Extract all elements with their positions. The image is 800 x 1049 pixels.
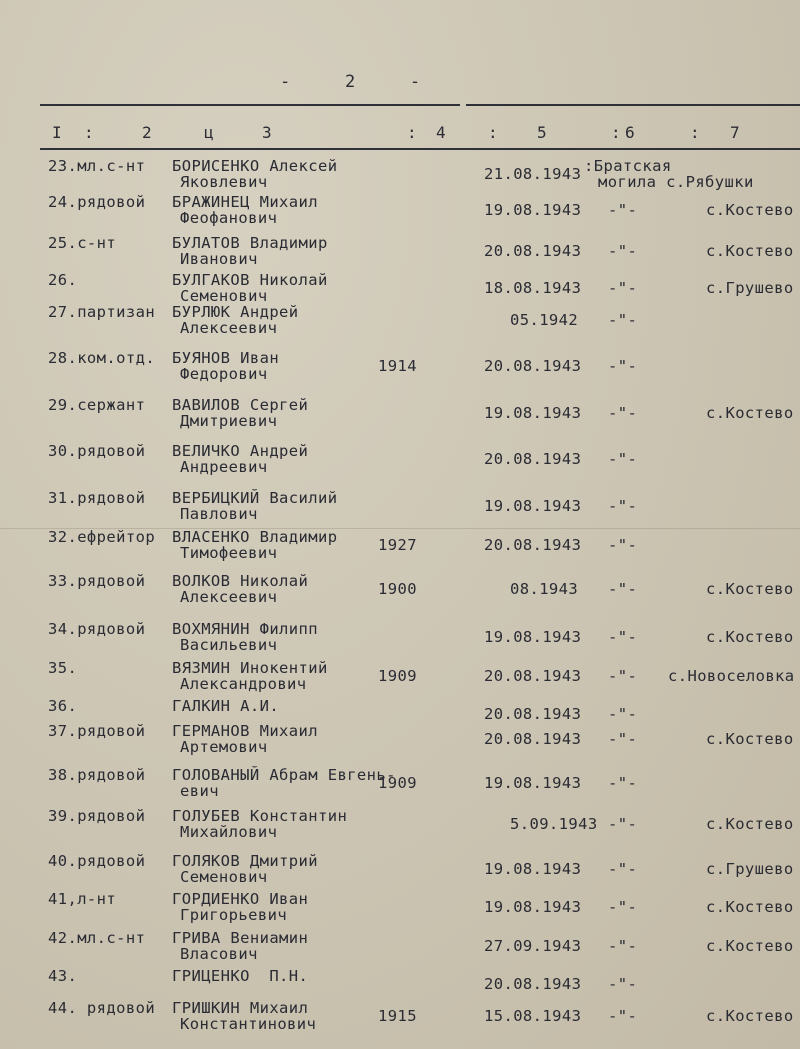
column-separator: ц xyxy=(204,123,214,142)
entry-patronymic: Андреевич xyxy=(180,458,268,476)
entry-village: с.Костево xyxy=(706,242,794,260)
entry-number-rank: 28.ком.отд. xyxy=(48,349,156,367)
entry-patronymic: Григорьевич xyxy=(180,906,288,924)
entry-burial-ditto: -"- xyxy=(608,279,638,297)
entry-burial-ditto: -"- xyxy=(608,815,638,833)
entry-patronymic: Феофанович xyxy=(180,209,278,227)
entry-village: с.Грушево xyxy=(706,860,794,878)
entry-surname-name: ГОЛОВАНЫЙ Абрам Евгень- xyxy=(172,766,396,784)
entry-burial-ditto: -"- xyxy=(608,898,638,916)
entry-surname-name: ВЕРБИЦКИЙ Василий xyxy=(172,489,338,507)
entry-patronymic: Дмитриевич xyxy=(180,412,278,430)
entry-death-date: 08.1943 xyxy=(510,580,579,598)
entry-surname-name: ВОХМЯНИН Филипп xyxy=(172,620,318,638)
entry-village: с.Новоселовка xyxy=(668,667,795,685)
entry-burial-ditto: -"- xyxy=(608,774,638,792)
entry-number-rank: 26. xyxy=(48,271,78,289)
entry-number-rank: 41,л-нт xyxy=(48,890,117,908)
column-header-2: 2 xyxy=(142,123,152,142)
entry-burial-ditto: -"- xyxy=(608,1007,638,1025)
entry-burial-ditto: -"- xyxy=(608,937,638,955)
entry-number-rank: 34.рядовой xyxy=(48,620,146,638)
column-separator: : xyxy=(407,123,417,142)
entry-birth-year: 1900 xyxy=(378,580,417,598)
entry-patronymic: евич xyxy=(180,782,219,800)
entry-village: с.Костево xyxy=(706,404,794,422)
entry-surname-name: ГОЛЯКОВ Дмитрий xyxy=(172,852,318,870)
entry-birth-year: 1914 xyxy=(378,357,417,375)
entry-surname-name: БУРЛЮК Андрей xyxy=(172,303,299,321)
entry-number-rank: 23.мл.с-нт xyxy=(48,157,146,175)
entry-surname-name: БУЛАТОВ Владимир xyxy=(172,234,328,252)
entry-surname-name: ВАВИЛОВ Сергей xyxy=(172,396,309,414)
column-separator: : xyxy=(611,123,621,142)
entry-surname-name: БОРИСЕНКО Алексей xyxy=(172,157,338,175)
entry-patronymic: Федорович xyxy=(180,365,268,383)
entry-burial-ditto: -"- xyxy=(608,311,638,329)
entry-birth-year: 1927 xyxy=(378,536,417,554)
entry-surname-name: ГЕРМАНОВ Михаил xyxy=(172,722,318,740)
entry-patronymic: Михайлович xyxy=(180,823,278,841)
entry-death-date: 20.08.1943 xyxy=(484,536,582,554)
entry-death-date: 18.08.1943 xyxy=(484,279,582,297)
entry-village: с.Костево xyxy=(706,937,794,955)
entry-burial-ditto: -"- xyxy=(608,667,638,685)
entry-village: с.Костево xyxy=(706,1007,794,1025)
entry-death-date: 19.08.1943 xyxy=(484,404,582,422)
entry-patronymic: Константинович xyxy=(180,1015,317,1033)
entry-village: с.Костево xyxy=(706,201,794,219)
entry-death-date: 20.08.1943 xyxy=(484,242,582,260)
column-header-4: 4 xyxy=(436,123,446,142)
entry-death-date: 27.09.1943 xyxy=(484,937,582,955)
entry-death-date: 20.08.1943 xyxy=(484,705,582,723)
entry-patronymic: Власович xyxy=(180,945,258,963)
column-header-6: 6 xyxy=(625,123,635,142)
entry-number-rank: 43. xyxy=(48,967,78,985)
entry-death-date: 20.08.1943 xyxy=(484,667,582,685)
entry-burial-place: :Братская xyxy=(584,157,672,175)
entry-burial-ditto: -"- xyxy=(608,730,638,748)
entry-number-rank: 38.рядовой xyxy=(48,766,146,784)
entry-patronymic: Семенович xyxy=(180,287,268,305)
entry-burial-ditto: -"- xyxy=(608,450,638,468)
entry-burial-ditto: -"- xyxy=(608,242,638,260)
entry-surname-name: ВЛАСЕНКО Владимир xyxy=(172,528,338,546)
entry-patronymic: Иванович xyxy=(180,250,258,268)
header-rule-top xyxy=(40,104,460,106)
column-separator: : xyxy=(488,123,498,142)
entry-surname-name: ГОРДИЕНКО Иван xyxy=(172,890,309,908)
entry-number-rank: 27.партизан xyxy=(48,303,156,321)
entry-death-date: 20.08.1943 xyxy=(484,730,582,748)
entry-surname-name: ГОЛУБЕВ Константин xyxy=(172,807,348,825)
entry-birth-year: 1909 xyxy=(378,667,417,685)
entry-number-rank: 42.мл.с-нт xyxy=(48,929,146,947)
entry-burial-place-detail: могила с.Рябушки xyxy=(598,173,754,191)
entry-surname-name: БУЛГАКОВ Николай xyxy=(172,271,328,289)
entry-patronymic: Семенович xyxy=(180,868,268,886)
entry-burial-ditto: -"- xyxy=(608,705,638,723)
entry-surname-name: ВЯЗМИН Инокентий xyxy=(172,659,328,677)
entry-death-date: 19.08.1943 xyxy=(484,774,582,792)
entry-surname-name: ВЕЛИЧКО Андрей xyxy=(172,442,309,460)
entry-surname-name: БУЯНОВ Иван xyxy=(172,349,280,367)
header-rule-bottom xyxy=(40,148,800,150)
entry-number-rank: 40.рядовой xyxy=(48,852,146,870)
entry-village: с.Костево xyxy=(706,580,794,598)
entry-village: с.Грушево xyxy=(706,279,794,297)
entry-surname-name: ГРИЦЕНКО П.Н. xyxy=(172,967,309,985)
entry-number-rank: 36. xyxy=(48,697,78,715)
entry-surname-name: ГРИВА Вениамин xyxy=(172,929,309,947)
entry-village: с.Костево xyxy=(706,730,794,748)
column-header-3: 3 xyxy=(262,123,272,142)
entry-village: с.Костево xyxy=(706,815,794,833)
entry-birth-year: 1909 xyxy=(378,774,417,792)
entry-patronymic: Александрович xyxy=(180,675,307,693)
entry-death-date: 21.08.1943 xyxy=(484,165,582,183)
entry-surname-name: ГРИШКИН Михаил xyxy=(172,999,309,1017)
entry-burial-ditto: -"- xyxy=(608,628,638,646)
entry-death-date: 19.08.1943 xyxy=(484,628,582,646)
entry-patronymic: Алексеевич xyxy=(180,588,278,606)
entry-birth-year: 1915 xyxy=(378,1007,417,1025)
entry-death-date: 19.08.1943 xyxy=(484,898,582,916)
entry-burial-ditto: -"- xyxy=(608,536,638,554)
entry-burial-ditto: -"- xyxy=(608,860,638,878)
column-header-1: I xyxy=(52,123,62,142)
entry-patronymic: Васильевич xyxy=(180,636,278,654)
entry-number-rank: 25.с-нт xyxy=(48,234,117,252)
entry-burial-ditto: -"- xyxy=(608,357,638,375)
entry-surname-name: ВОЛКОВ Николай xyxy=(172,572,309,590)
entry-number-rank: 32.ефрейтор xyxy=(48,528,156,546)
entry-death-date: 19.08.1943 xyxy=(484,860,582,878)
entry-death-date: 20.08.1943 xyxy=(484,975,582,993)
entry-burial-ditto: -"- xyxy=(608,497,638,515)
entry-burial-ditto: -"- xyxy=(608,404,638,422)
entry-death-date: 05.1942 xyxy=(510,311,579,329)
column-separator: : xyxy=(84,123,94,142)
entry-patronymic: Яковлевич xyxy=(180,173,268,191)
entry-death-date: 19.08.1943 xyxy=(484,201,582,219)
entry-number-rank: 29.сержант xyxy=(48,396,146,414)
entry-number-rank: 39.рядовой xyxy=(48,807,146,825)
entry-number-rank: 44. рядовой xyxy=(48,999,156,1017)
entry-patronymic: Артемович xyxy=(180,738,268,756)
entry-village: с.Костево xyxy=(706,898,794,916)
entry-burial-ditto: -"- xyxy=(608,580,638,598)
entry-death-date: 5.09.1943 xyxy=(510,815,598,833)
entry-village: с.Костево xyxy=(706,628,794,646)
entry-death-date: 20.08.1943 xyxy=(484,357,582,375)
entry-death-date: 15.08.1943 xyxy=(484,1007,582,1025)
entry-death-date: 19.08.1943 xyxy=(484,497,582,515)
entry-number-rank: 24.рядовой xyxy=(48,193,146,211)
entry-death-date: 20.08.1943 xyxy=(484,450,582,468)
entry-number-rank: 33.рядовой xyxy=(48,572,146,590)
column-separator: : xyxy=(690,123,700,142)
entry-surname-name: БРАЖИНЕЦ Михаил xyxy=(172,193,318,211)
entry-number-rank: 35. xyxy=(48,659,78,677)
column-header-5: 5 xyxy=(537,123,547,142)
entry-burial-ditto: -"- xyxy=(608,975,638,993)
entry-number-rank: 37.рядовой xyxy=(48,722,146,740)
column-header-7: 7 xyxy=(730,123,740,142)
entry-patronymic: Алексеевич xyxy=(180,319,278,337)
entry-surname-name: ГАЛКИН А.И. xyxy=(172,697,280,715)
entry-burial-ditto: -"- xyxy=(608,201,638,219)
entry-patronymic: Павлович xyxy=(180,505,258,523)
entry-number-rank: 30.рядовой xyxy=(48,442,146,460)
header-rule-top-right xyxy=(466,104,800,106)
entry-number-rank: 31.рядовой xyxy=(48,489,146,507)
entry-patronymic: Тимофеевич xyxy=(180,544,278,562)
page-number: - 2 - xyxy=(280,72,427,92)
